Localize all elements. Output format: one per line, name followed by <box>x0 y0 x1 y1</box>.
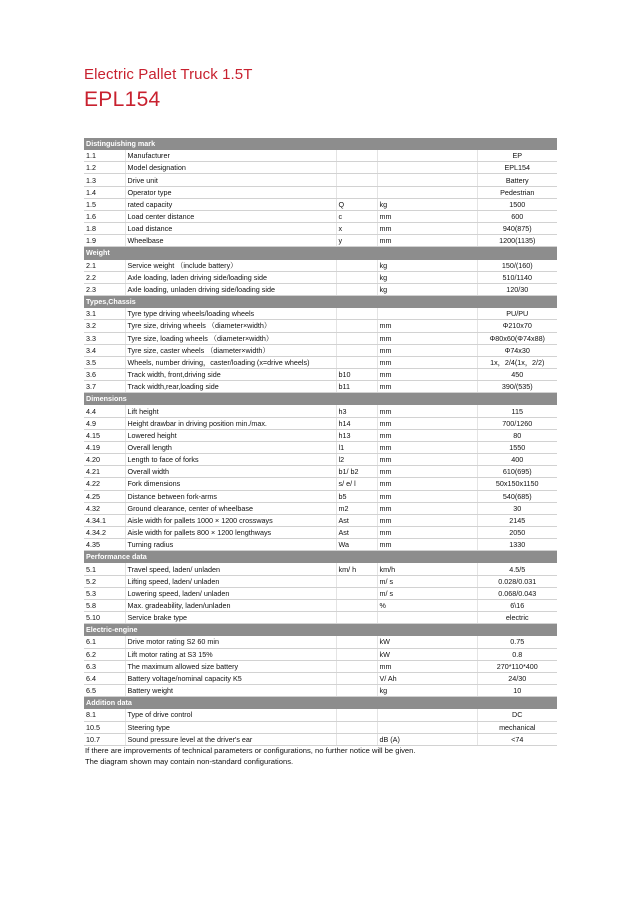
spec-unit: % <box>377 599 477 611</box>
spec-number: 3.1 <box>84 308 125 320</box>
spec-number: 2.3 <box>84 283 125 295</box>
spec-number: 1.1 <box>84 150 125 162</box>
spec-symbol <box>336 186 377 198</box>
table-row <box>84 210 557 222</box>
spec-value: PU/PU <box>477 308 557 320</box>
spec-value: 540(685) <box>477 490 557 502</box>
spec-unit: mm <box>377 210 477 222</box>
spec-unit: mm <box>377 454 477 466</box>
table-row <box>84 174 557 186</box>
table-row <box>84 344 557 356</box>
spec-unit: mm <box>377 466 477 478</box>
table-row <box>84 514 557 526</box>
spec-symbol: l1 <box>336 441 377 453</box>
table-row <box>84 563 557 575</box>
spec-value: 6\16 <box>477 599 557 611</box>
spec-parameter: Wheels, number driving，caster/loading (x=drive wheels) <box>125 356 336 368</box>
spec-number: 4.15 <box>84 429 125 441</box>
spec-symbol <box>336 733 377 745</box>
spec-symbol <box>336 344 377 356</box>
spec-symbol: m2 <box>336 502 377 514</box>
spec-unit <box>377 721 477 733</box>
table-row <box>84 539 557 551</box>
spec-number: 5.3 <box>84 587 125 599</box>
spec-parameter: Fork dimensions <box>125 478 336 490</box>
spec-unit: m/ s <box>377 587 477 599</box>
spec-symbol <box>336 709 377 721</box>
spec-value: 1x，2/4(1x，2/2) <box>477 356 557 368</box>
spec-unit: mm <box>377 660 477 672</box>
spec-unit: mm <box>377 478 477 490</box>
spec-unit: mm <box>377 320 477 332</box>
spec-unit: mm <box>377 332 477 344</box>
spec-parameter: The maximum allowed size battery <box>125 660 336 672</box>
section-header-row <box>84 138 557 150</box>
spec-parameter: Overall length <box>125 441 336 453</box>
spec-parameter: Lift motor rating at S3 15% <box>125 648 336 660</box>
spec-parameter: Turning radius <box>125 539 336 551</box>
section-title: Addition data <box>84 697 557 709</box>
spec-symbol: b10 <box>336 368 377 380</box>
spec-unit: kg <box>377 685 477 697</box>
spec-parameter: Max. gradeability, laden/unladen <box>125 599 336 611</box>
spec-number: 4.21 <box>84 466 125 478</box>
spec-value: Pedestrian <box>477 186 557 198</box>
spec-value: Φ210x70 <box>477 320 557 332</box>
spec-number: 1.3 <box>84 174 125 186</box>
spec-symbol <box>336 599 377 611</box>
spec-number: 2.2 <box>84 271 125 283</box>
section-title: Types,Chassis <box>84 296 557 308</box>
table-row <box>84 320 557 332</box>
spec-symbol <box>336 283 377 295</box>
spec-number: 3.2 <box>84 320 125 332</box>
spec-table-body <box>84 138 557 745</box>
spec-unit <box>377 186 477 198</box>
table-row <box>84 259 557 271</box>
section-title: Weight <box>84 247 557 259</box>
spec-number: 4.9 <box>84 417 125 429</box>
spec-number: 3.6 <box>84 368 125 380</box>
spec-parameter: Service weight （include battery） <box>125 259 336 271</box>
spec-number: 4.22 <box>84 478 125 490</box>
table-row <box>84 721 557 733</box>
spec-parameter: Height drawbar in driving position min./max. <box>125 417 336 429</box>
spec-unit: mm <box>377 235 477 247</box>
spec-unit: km/h <box>377 563 477 575</box>
section-header-row <box>84 393 557 405</box>
table-row <box>84 733 557 745</box>
table-row <box>84 381 557 393</box>
spec-number: 6.4 <box>84 672 125 684</box>
section-title: Distinguishing mark <box>84 138 557 150</box>
spec-unit: mm <box>377 368 477 380</box>
spec-value: 390/(535) <box>477 381 557 393</box>
spec-unit: mm <box>377 381 477 393</box>
spec-parameter: Lowered height <box>125 429 336 441</box>
spec-value: 150/(160) <box>477 259 557 271</box>
spec-parameter: Distance between fork-arms <box>125 490 336 502</box>
spec-value: 1500 <box>477 198 557 210</box>
spec-parameter: Lowering speed, laden/ unladen <box>125 587 336 599</box>
spec-number: 3.7 <box>84 381 125 393</box>
spec-parameter: Load distance <box>125 223 336 235</box>
spec-unit: mm <box>377 344 477 356</box>
spec-symbol <box>336 162 377 174</box>
spec-number: 1.5 <box>84 198 125 210</box>
spec-number: 5.10 <box>84 612 125 624</box>
section-header-row <box>84 697 557 709</box>
spec-unit: m/ s <box>377 575 477 587</box>
table-row <box>84 235 557 247</box>
spec-value: 4.5/5 <box>477 563 557 575</box>
spec-number: 1.2 <box>84 162 125 174</box>
table-row <box>84 648 557 660</box>
spec-number: 4.35 <box>84 539 125 551</box>
table-row <box>84 308 557 320</box>
spec-symbol <box>336 636 377 648</box>
spec-parameter: Drive unit <box>125 174 336 186</box>
spec-parameter: Model designation <box>125 162 336 174</box>
spec-value: Φ80x60(Φ74x88) <box>477 332 557 344</box>
spec-unit: kW <box>377 648 477 660</box>
spec-value: mechanical <box>477 721 557 733</box>
spec-parameter: Axle loading, unladen driving side/loading side <box>125 283 336 295</box>
spec-symbol <box>336 320 377 332</box>
table-row <box>84 466 557 478</box>
spec-symbol <box>336 356 377 368</box>
spec-symbol: l2 <box>336 454 377 466</box>
spec-number: 3.5 <box>84 356 125 368</box>
spec-unit: V/ Ah <box>377 672 477 684</box>
spec-symbol <box>336 612 377 624</box>
section-title: Dimensions <box>84 393 557 405</box>
spec-value: DC <box>477 709 557 721</box>
spec-number: 6.3 <box>84 660 125 672</box>
spec-parameter: Operator type <box>125 186 336 198</box>
spec-symbol <box>336 672 377 684</box>
spec-parameter: Manufacturer <box>125 150 336 162</box>
spec-symbol: h13 <box>336 429 377 441</box>
spec-number: 6.1 <box>84 636 125 648</box>
spec-number: 1.9 <box>84 235 125 247</box>
spec-value: 940(875) <box>477 223 557 235</box>
spec-number: 1.8 <box>84 223 125 235</box>
spec-value: 80 <box>477 429 557 441</box>
spec-symbol <box>336 660 377 672</box>
spec-value: 510/1140 <box>477 271 557 283</box>
spec-symbol <box>336 648 377 660</box>
table-row <box>84 186 557 198</box>
spec-unit <box>377 150 477 162</box>
table-row <box>84 368 557 380</box>
spec-value: electric <box>477 612 557 624</box>
spec-number: 5.8 <box>84 599 125 611</box>
spec-number: 3.3 <box>84 332 125 344</box>
spec-number: 4.20 <box>84 454 125 466</box>
spec-symbol <box>336 721 377 733</box>
section-header-row <box>84 624 557 636</box>
table-row <box>84 502 557 514</box>
spec-parameter: Tyre size, loading wheels （diameter×width） <box>125 332 336 344</box>
spec-value: 2050 <box>477 527 557 539</box>
spec-symbol: h3 <box>336 405 377 417</box>
spec-number: 10.7 <box>84 733 125 745</box>
spec-unit: mm <box>377 417 477 429</box>
spec-parameter: Track width,rear,loading side <box>125 381 336 393</box>
spec-unit: mm <box>377 539 477 551</box>
table-row <box>84 150 557 162</box>
spec-value: 24/30 <box>477 672 557 684</box>
spec-unit <box>377 308 477 320</box>
spec-value: 0.068/0.043 <box>477 587 557 599</box>
table-row <box>84 636 557 648</box>
spec-value: 115 <box>477 405 557 417</box>
spec-parameter: Lift height <box>125 405 336 417</box>
spec-parameter: Sound pressure level at the driver's ear <box>125 733 336 745</box>
spec-number: 8.1 <box>84 709 125 721</box>
spec-parameter: Load center distance <box>125 210 336 222</box>
spec-unit: mm <box>377 405 477 417</box>
spec-parameter: Battery weight <box>125 685 336 697</box>
spec-parameter: Battery voltage/nominal capacity K5 <box>125 672 336 684</box>
spec-symbol <box>336 332 377 344</box>
spec-value: EP <box>477 150 557 162</box>
spec-value: 270*110*400 <box>477 660 557 672</box>
spec-value: 400 <box>477 454 557 466</box>
table-row <box>84 599 557 611</box>
spec-unit: mm <box>377 223 477 235</box>
spec-number: 6.5 <box>84 685 125 697</box>
spec-symbol: h14 <box>336 417 377 429</box>
spec-value: 0.75 <box>477 636 557 648</box>
spec-parameter: Service brake type <box>125 612 336 624</box>
table-row <box>84 405 557 417</box>
spec-unit: mm <box>377 514 477 526</box>
spec-symbol <box>336 259 377 271</box>
spec-symbol <box>336 685 377 697</box>
spec-number: 10.5 <box>84 721 125 733</box>
spec-symbol <box>336 587 377 599</box>
spec-value: 450 <box>477 368 557 380</box>
spec-parameter: Track width, front,driving side <box>125 368 336 380</box>
table-row <box>84 672 557 684</box>
spec-number: 4.4 <box>84 405 125 417</box>
spec-number: 5.1 <box>84 563 125 575</box>
spec-number: 2.1 <box>84 259 125 271</box>
spec-unit: mm <box>377 429 477 441</box>
spec-parameter: rated capacity <box>125 198 336 210</box>
spec-parameter: Wheelbase <box>125 235 336 247</box>
spec-parameter: Tyre size, driving wheels （diameter×width） <box>125 320 336 332</box>
table-row <box>84 612 557 624</box>
table-row <box>84 223 557 235</box>
spec-number: 3.4 <box>84 344 125 356</box>
spec-parameter: Steering type <box>125 721 336 733</box>
spec-parameter: Aisle width for pallets 800 × 1200 lengthways <box>125 527 336 539</box>
spec-unit <box>377 162 477 174</box>
spec-unit: dB (A) <box>377 733 477 745</box>
footnotes <box>85 745 416 767</box>
spec-value: 50x150x1150 <box>477 478 557 490</box>
spec-symbol: Wa <box>336 539 377 551</box>
table-row <box>84 490 557 502</box>
spec-value: 1550 <box>477 441 557 453</box>
spec-unit: kg <box>377 259 477 271</box>
table-row <box>84 441 557 453</box>
spec-symbol <box>336 271 377 283</box>
spec-number: 4.32 <box>84 502 125 514</box>
spec-symbol: x <box>336 223 377 235</box>
spec-unit: mm <box>377 490 477 502</box>
table-row <box>84 198 557 210</box>
spec-parameter: Axle loading, laden driving side/loading side <box>125 271 336 283</box>
spec-symbol: y <box>336 235 377 247</box>
spec-unit: mm <box>377 356 477 368</box>
spec-value: EPL154 <box>477 162 557 174</box>
spec-parameter: Drive motor rating S2 60 min <box>125 636 336 648</box>
table-row <box>84 527 557 539</box>
spec-unit <box>377 612 477 624</box>
spec-number: 6.2 <box>84 648 125 660</box>
spec-number: 5.2 <box>84 575 125 587</box>
spec-symbol: Ast <box>336 527 377 539</box>
table-row <box>84 417 557 429</box>
spec-parameter: Lifting speed, laden/ unladen <box>125 575 336 587</box>
spec-value: 10 <box>477 685 557 697</box>
document-subtitle: Electric Pallet Truck 1.5T <box>84 66 253 83</box>
spec-symbol: km/ h <box>336 563 377 575</box>
spec-number: 4.25 <box>84 490 125 502</box>
spec-number: 1.4 <box>84 186 125 198</box>
spec-symbol: s/ e/ l <box>336 478 377 490</box>
spec-parameter: Overall width <box>125 466 336 478</box>
spec-value: 610(695) <box>477 466 557 478</box>
spec-parameter: Ground clearance, center of wheelbase <box>125 502 336 514</box>
table-row <box>84 429 557 441</box>
spec-value: Battery <box>477 174 557 186</box>
table-row <box>84 685 557 697</box>
table-row <box>84 283 557 295</box>
spec-number: 4.19 <box>84 441 125 453</box>
spec-number: 4.34.2 <box>84 527 125 539</box>
model-title: EPL154 <box>84 88 161 111</box>
table-row <box>84 356 557 368</box>
spec-unit: kW <box>377 636 477 648</box>
section-title: Electric-engine <box>84 624 557 636</box>
spec-table <box>84 138 557 746</box>
table-row <box>84 332 557 344</box>
spec-parameter: Aisle width for pallets 1000 × 1200 crossways <box>125 514 336 526</box>
spec-number: 1.6 <box>84 210 125 222</box>
spec-value: 120/30 <box>477 283 557 295</box>
table-row <box>84 271 557 283</box>
spec-unit: mm <box>377 441 477 453</box>
table-row <box>84 454 557 466</box>
spec-parameter: Length to face of forks <box>125 454 336 466</box>
footnote: If there are improvements of technical parameters or configurations, no further notice will be given. <box>85 746 416 755</box>
spec-unit: mm <box>377 502 477 514</box>
spec-symbol: b11 <box>336 381 377 393</box>
section-header-row <box>84 551 557 563</box>
footnote: The diagram shown may contain non-standard configurations. <box>85 757 294 766</box>
table-row <box>84 660 557 672</box>
spec-unit: kg <box>377 271 477 283</box>
spec-value: 1200(1135) <box>477 235 557 247</box>
spec-value: 30 <box>477 502 557 514</box>
spec-symbol: Ast <box>336 514 377 526</box>
spec-value: <74 <box>477 733 557 745</box>
spec-parameter: Tyre type driving wheels/loading wheels <box>125 308 336 320</box>
table-row <box>84 587 557 599</box>
spec-parameter: Travel speed, laden/ unladen <box>125 563 336 575</box>
table-row <box>84 162 557 174</box>
section-header-row <box>84 247 557 259</box>
spec-symbol <box>336 174 377 186</box>
section-title: Performance data <box>84 551 557 563</box>
table-row <box>84 709 557 721</box>
spec-unit <box>377 709 477 721</box>
spec-symbol: c <box>336 210 377 222</box>
spec-value: 700/1260 <box>477 417 557 429</box>
spec-value: 0.8 <box>477 648 557 660</box>
spec-value: 0.028/0.031 <box>477 575 557 587</box>
spec-symbol: b5 <box>336 490 377 502</box>
spec-value: Φ74x30 <box>477 344 557 356</box>
spec-value: 600 <box>477 210 557 222</box>
spec-symbol <box>336 150 377 162</box>
spec-unit: mm <box>377 527 477 539</box>
spec-parameter: Type of drive control <box>125 709 336 721</box>
section-header-row <box>84 296 557 308</box>
table-row <box>84 575 557 587</box>
spec-symbol: Q <box>336 198 377 210</box>
spec-symbol <box>336 575 377 587</box>
spec-unit: kg <box>377 283 477 295</box>
spec-unit: kg <box>377 198 477 210</box>
spec-value: 1330 <box>477 539 557 551</box>
table-row <box>84 478 557 490</box>
spec-value: 2145 <box>477 514 557 526</box>
spec-symbol <box>336 308 377 320</box>
spec-unit <box>377 174 477 186</box>
spec-parameter: Tyre size, caster wheels （diameter×width） <box>125 344 336 356</box>
spec-number: 4.34.1 <box>84 514 125 526</box>
spec-symbol: b1/ b2 <box>336 466 377 478</box>
